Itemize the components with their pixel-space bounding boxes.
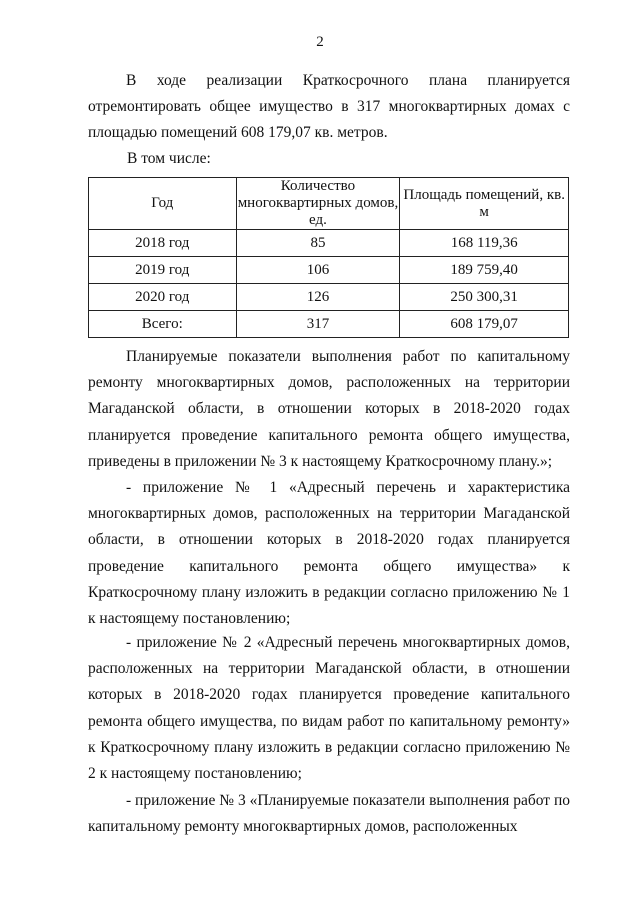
cell-year: 2018 год [89, 230, 237, 257]
including-label: В том числе: [127, 150, 211, 167]
header-year: Год [89, 178, 237, 230]
table-total-row [89, 311, 569, 338]
cell-area: 189 759,40 [400, 257, 569, 284]
cell-total-label: Всего: [89, 311, 237, 338]
cell-house-count: 85 [236, 230, 400, 257]
appendix-1-paragraph: - приложение № 1 «Адресный перечень и характеристика многоквартирных домов, расположенных на территории Магаданской области, в отношении которых в 2018-2020 годах планируется проведение капитального ремонта общего имущества» к Краткосрочному плану изложить в редакции согласно приложению № 1 к настоящему постановлению; [88, 479, 570, 628]
cell-house-count: 126 [236, 284, 400, 311]
appendix-3-paragraph: - приложение № 3 «Планируемые показатели выполнения работ по капитальному ремонту многоквартирных домов, расположенных [88, 792, 570, 836]
table-row [89, 284, 569, 311]
table-row [89, 230, 569, 257]
indicators-paragraph: Планируемые показатели выполнения работ по капитальному ремонту многоквартирных домов, расположенных на территории Магаданской области, в отношении которых в 2018-2020 годах планируется проведение капитального ремонта общего имущества, приведены в приложении № 3 к настоящему Краткосрочному плану.»; [88, 348, 570, 470]
appendix-2-paragraph: - приложение № 2 «Адресный перечень многоквартирных домов, расположенных на территории Магаданской области, в отношении которых в 2018-2020 годах планируется проведение капитального ремонта общего имущества, по видам работ по капитальному ремонту» к Краткосрочному плану изложить в редакции согласно приложению № 2 к настоящему постановлению; [88, 634, 570, 783]
table-row [89, 257, 569, 284]
cell-total-house-count: 317 [236, 311, 400, 338]
cell-area: 168 119,36 [400, 230, 569, 257]
intro-paragraph: В ходе реализации Краткосрочного плана планируется отремонтировать общее имущество в 317 многоквартирных домах с площадью помещений 608 179,07 кв. метров. [88, 72, 570, 142]
housing-stats-table [88, 177, 569, 338]
header-house-count: Количество многоквартирных домов, ед. [237, 178, 399, 228]
cell-area: 250 300,31 [400, 284, 569, 311]
header-area: Площадь помещений, кв. м [400, 178, 569, 230]
cell-total-area: 608 179,07 [400, 311, 569, 338]
cell-year: 2020 год [89, 284, 237, 311]
table-header-row [89, 178, 569, 230]
cell-year: 2019 год [89, 257, 237, 284]
page-number: 2 [316, 34, 324, 50]
cell-house-count: 106 [236, 257, 400, 284]
